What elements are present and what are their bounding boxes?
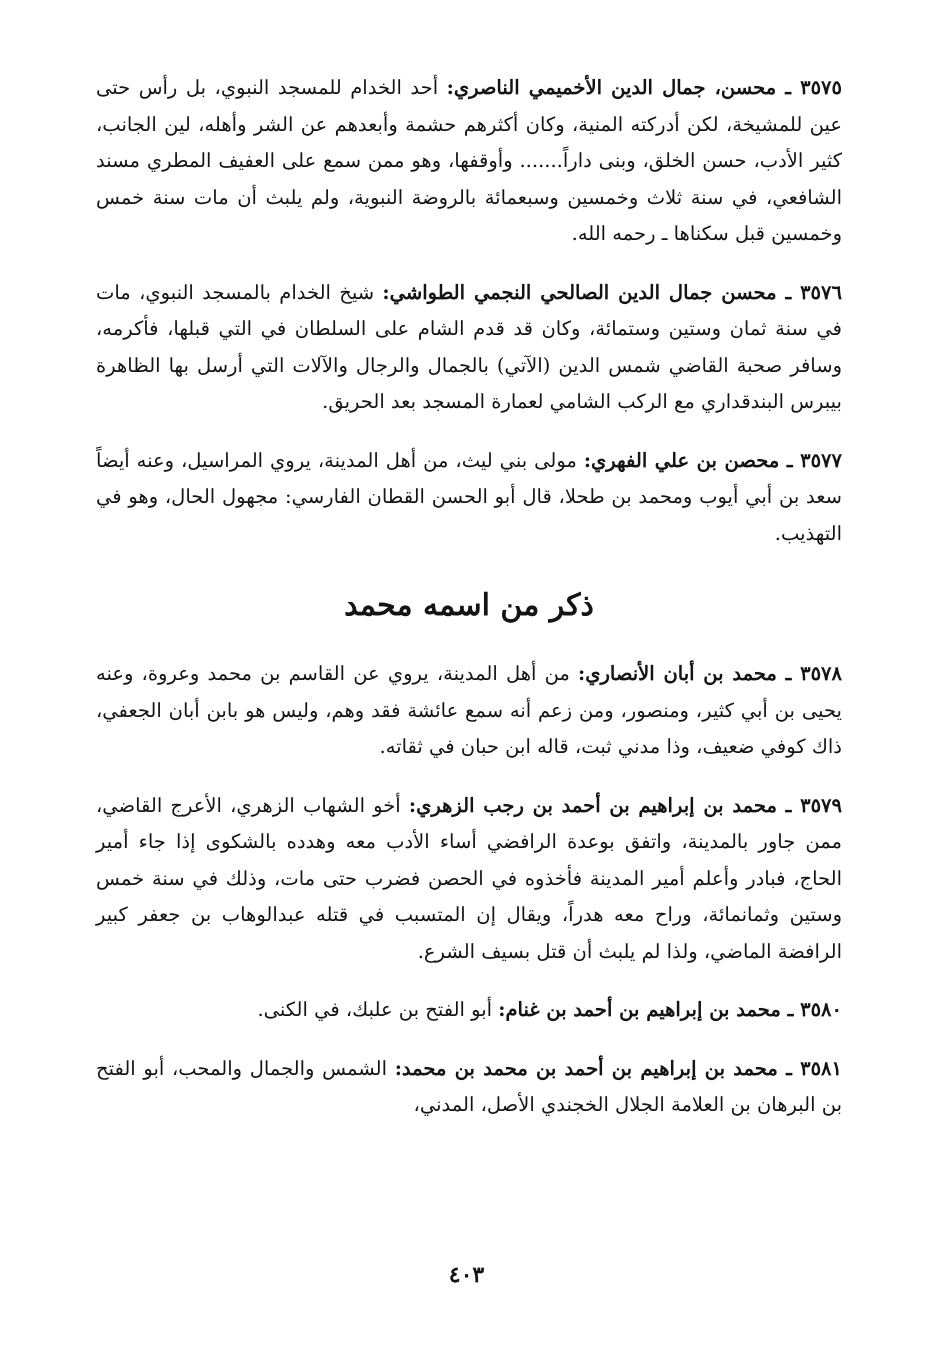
entry-text: الشمس والجمال والمحب، أبو الفتح بن البرهان بن العلامة الجلال الخجندي الأصل، المدني، <box>96 1056 842 1116</box>
entry-paragraph: ٣٥٧٩ ـ محمد بن إبراهيم بن أحمد بن رجب الزهري: أخو الشهاب الزهري، الأعرج القاضي، ممن جاور بالمدينة، واتفق بوعدة الرافضي أساء الأدب معه وهدده بالشكوى إذا جاء أمير الحاج، فبادر وأعلم أمير المدينة فأخذوه في الحصن فضرب حتى مات، وذلك في سنة خمس وستين وثمانمائة، وراح معه هدراً، ويقال إن المتسبب في قتله عبدالوهاب بن جعفر كبير الرافضة الماضي، ولذا لم يلبث أن قتل بسيف الشرع. <box>96 793 843 963</box>
entry-number: ٣٥٧٧ <box>800 448 842 472</box>
entry-name: محسن جمال الدين الصالحي النجمي الطواشي: <box>382 280 777 304</box>
entry-text: أبو الفتح بن علبك، في الكنى. <box>257 998 493 1021</box>
entry-text: أحد الخدام للمسجد النبوي، بل رأس حتى عين للمشيخة، لكن أدركته المنية، وكان أكثرهم حشمة وأبعدهم عن الشر وأهله، لين الجانب، كثير الأدب، حسن الخلق، وبنى داراً....... وأوقفها، وهو ممن سمع على العفيف المطري مسند الشافعي، في سنة ثلاث وخمسين وسبعمائة بالروضة النبوية، ولم يلبث أن مات سنة خمس وخمسين قبل سكناها ـ رحمه الله. <box>96 76 842 245</box>
entry-name: محمد بن أبان الأنصاري: <box>578 662 777 685</box>
entry-3580 <box>96 992 842 1029</box>
entry-text: شيخ الخدام بالمسجد النبوي، مات في سنة ثمان وستين وستمائة، وكان قد قدم الشام على السلطان في التي قبلها، فأكرمه، وسافر صحبة القاضي شمس الدين (الآتي) بالجمال والرجال والآلات التي أرسل بها الظاهرة بيبرس البندقداري مع الركب الشامي لعمارة المسجد بعد الحريق. <box>96 280 842 413</box>
entry-3575 <box>96 70 842 253</box>
entry-number: ٣٥٧٩ <box>800 793 843 817</box>
entry-name: محصن بن علي الفهري: <box>583 448 780 472</box>
entry-3576 <box>96 275 842 421</box>
entry-paragraph: ٣٥٧٧ ـ محصن بن علي الفهري: مولى بني ليث، من أهل المدينة، يروي المراسيل، وعنه أيضاً سعد بن أبي أيوب ومحمد بن طحلا، قال أبو الحسن القطان الفارسي: مجهول الحال، وهو في التهذيب. <box>96 448 842 545</box>
entry-text: مولى بني ليث، من أهل المدينة، يروي المراسيل، وعنه أيضاً سعد بن أبي أيوب ومحمد بن طحلا، قال أبو الحسن القطان الفارسي: مجهول الحال، وهو في التهذيب. <box>96 448 842 545</box>
entry-text: أخو الشهاب الزهري، الأعرج القاضي، ممن جاور بالمدينة، واتفق بوعدة الرافضي أساء الأدب معه وهدده بالشكوى إذا جاء أمير الحاج، فبادر وأعلم أمير المدينة فأخذوه في الحصن فضرب حتى مات، وذلك في سنة خمس وستين وثمانمائة، وراح معه هدراً، ويقال إن المتسبب في قتله عبدالوهاب بن جعفر كبير الرافضة الماضي، ولذا لم يلبث أن قتل بسيف الشرع. <box>96 793 842 963</box>
entry-name: محمد بن إبراهيم بن أحمد بن غنام: <box>498 998 781 1021</box>
section-heading: ذكر من اسمه محمد <box>344 588 594 623</box>
entry-text: من أهل المدينة، يروي عن القاسم بن محمد وعروة، وعنه يحيى بن أبي كثير، ومنصور، ومن زعم أنه سمع عائشة فقد وهم، وليس هو بابن أبان الجعفي، ذاك كوفي ضعيف، وذا مدني ثبت، قاله ابن حبان في ثقاته. <box>96 662 842 758</box>
entry-3579 <box>96 788 842 971</box>
page-body <box>96 70 842 1320</box>
entry-number: ٣٥٨١ <box>800 1056 842 1080</box>
entry-number: ٣٥٧٨ <box>800 662 842 685</box>
entry-name: محسن، جمال الدين الأخميمي الناصري: <box>446 76 777 99</box>
page-number: ٤٠٣ <box>448 1262 485 1288</box>
entry-paragraph: ٣٥٧٨ ـ محمد بن أبان الأنصاري: من أهل المدينة، يروي عن القاسم بن محمد وعروة، وعنه يحيى بن أبي كثير، ومنصور، ومن زعم أنه سمع عائشة فقد وهم، وليس هو بابن أبان الجعفي، ذاك كوفي ضعيف، وذا مدني ثبت، قاله ابن حبان في ثقاته. <box>96 662 842 758</box>
entry-paragraph: ٣٥٧٦ ـ محسن جمال الدين الصالحي النجمي الطواشي: شيخ الخدام بالمسجد النبوي، مات في سنة ثمان وستين وستمائة، وكان قد قدم الشام على السلطان في التي قبلها، فأكرمه، وسافر صحبة القاضي شمس الدين (الآتي) بالجمال والرجال والآلات التي أرسل بها الظاهرة بيبرس البندقداري مع الركب الشامي لعمارة المسجد بعد الحريق. <box>96 280 842 413</box>
entry-3581 <box>96 1051 842 1124</box>
entry-number: ٣٥٧٦ <box>800 280 842 304</box>
entry-number: ٣٥٨٠ <box>800 998 842 1021</box>
entry-3578 <box>96 656 842 766</box>
entry-paragraph: ٣٥٨٠ ـ محمد بن إبراهيم بن أحمد بن غنام: أبو الفتح بن علبك، في الكنى. <box>257 998 842 1021</box>
entry-name: محمد بن إبراهيم بن أحمد بن رجب الزهري: <box>408 793 777 817</box>
entry-name: محمد بن إبراهيم بن أحمد بن محمد بن محمد: <box>394 1056 778 1080</box>
entry-paragraph: ٣٥٧٥ ـ محسن، جمال الدين الأخميمي الناصري: أحد الخدام للمسجد النبوي، بل رأس حتى عين للمشيخة، لكن أدركته المنية، وكان أكثرهم حشمة وأبعدهم عن الشر وأهله، لين الجانب، كثير الأدب، حسن الخلق، وبنى داراً....... وأوقفها، وهو ممن سمع على العفيف المطري مسند الشافعي، في سنة ثلاث وخمسين وسبعمائة بالروضة النبوية، ولم يلبث أن مات سنة خمس وخمسين قبل سكناها ـ رحمه الله. <box>96 76 843 245</box>
entry-3577 <box>96 443 842 553</box>
entry-paragraph: ٣٥٨١ ـ محمد بن إبراهيم بن أحمد بن محمد بن محمد: الشمس والجمال والمحب، أبو الفتح بن البرهان بن العلامة الجلال الخجندي الأصل، المدني، <box>96 1056 842 1116</box>
entry-number: ٣٥٧٥ <box>800 76 843 99</box>
